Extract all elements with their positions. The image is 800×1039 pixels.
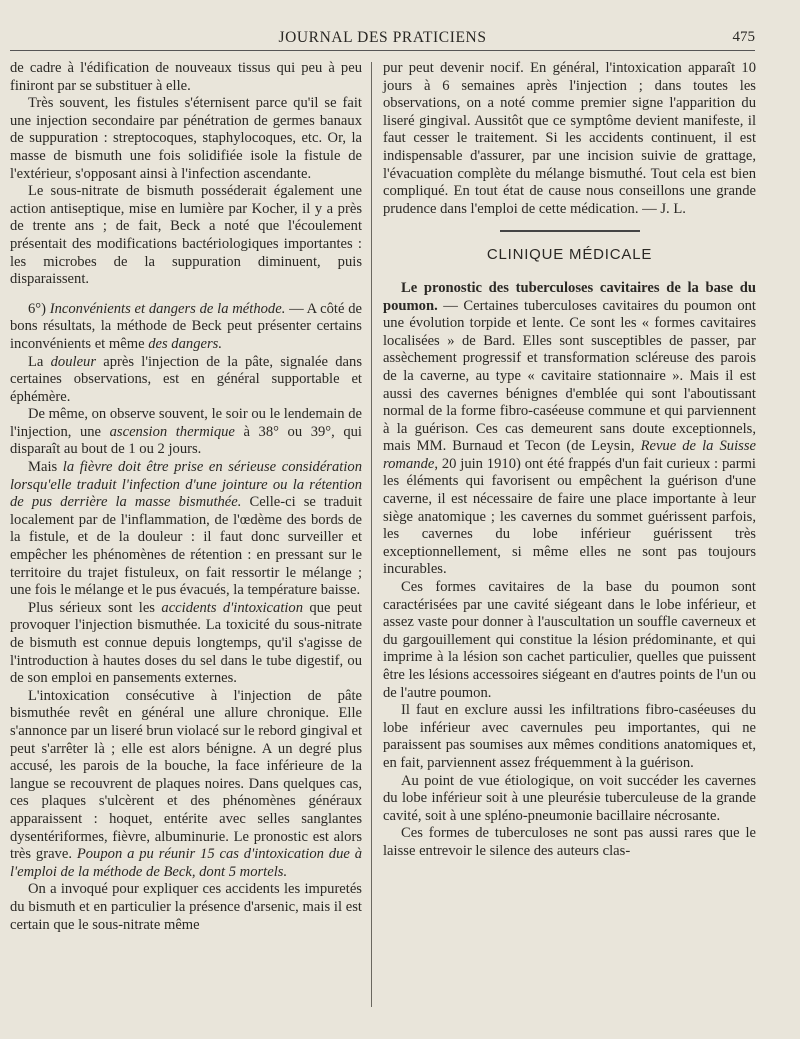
paragraph: pur peut devenir nocif. En général, l'intoxication apparaît 10 jours à 6 semaines après l'injection ; dans toutes les observations, on a noté comme premier signe l'apparition du liseré gingival. Aussitôt que ce symptôme devient manifeste, il faut cesser le traitement. Si les accidents continuent, il est indispensable d'assurer, par une incision suivie de grattage, l'évacuation complète du mélange bismuthé. Tout cela est bien compliqué. En tout état de cause nous conseillons une grande prudence dans l'emploi de cette médication. — J. L. xyxy=(383,60,756,217)
journal-title: JOURNAL DES PRATICIENS xyxy=(278,29,487,46)
column-divider xyxy=(371,62,372,1007)
left-column xyxy=(10,60,362,934)
paragraph: On a invoqué pour expliquer ces accidents les impuretés du bismuth et en particulier la présence d'arsenic, mais il est certain que le sous-nitrate même xyxy=(10,881,362,933)
article-lead: Le pronostic des tuberculoses cavitaires de la base du poumon. xyxy=(383,279,756,314)
text-run: après l'injection de la pâte, signalée dans certaines observations, est en général supportable et éphémère. xyxy=(10,353,362,405)
section-rule xyxy=(500,230,640,232)
text-run: De même, on observe souvent, le soir ou le lendemain de l'injection, une xyxy=(10,406,362,440)
paragraph: Ces formes cavitaires de la base du poumon sont caractérisées par une cavité siégeant dans le lobe inférieur, et assez vaste pour donner à l'auscultation un souffle caverneux et du gargouillement qui constitue la lésion prédominante, et qui imprime à la lésion son cachet particulier, quelles que puissent être les lésions accessoires siégeant en d'autres points de l'un ou de l'autre poumon. xyxy=(383,579,756,701)
text-run: que peut provoquer l'injection bismuthée. La toxicité du sous-nitrate de bismuth est connue depuis longtemps, qu'il s'agisse de l'introduction à hautes doses du sel dans le tube digestif, ou de son emploi en pansements externes. xyxy=(10,599,363,687)
text-run: Mais xyxy=(28,459,63,476)
text-run: à 38° ou 39°, qui disparaît au bout de 1 ou 2 jours. xyxy=(10,423,362,458)
italic-run: la fièvre doit être prise en sérieuse considération lorsqu'elle traduit l'infection d'une jointure ou la rétention de pus derrière la masse bismuthée. xyxy=(10,459,362,511)
right-column xyxy=(383,60,756,861)
subsection-heading: Inconvénients et dangers de la méthode. xyxy=(49,300,286,317)
paragraph: Au point de vue étiologique, on voit succéder les cavernes du lobe inférieur soit à une pleurésie tuberculeuse de la grande cavité, soit à une spléno-pneumonie bacillaire nécrosante. xyxy=(383,772,756,824)
text-run: Celle-ci se traduit localement par de l'inflammation, de l'œdème des bords de la fistule, et de la douleur : il faut donc surveiller et empêcher les phénomènes de rétention : en pressant sur le territoire du trajet fistuleux, on fait ressortir le mélange ; une fois le mélange et le pus évacués, la température baisse. xyxy=(10,494,363,599)
paragraph-thermique xyxy=(10,406,362,459)
paragraph-pronostic xyxy=(383,280,756,579)
paragraph: Très souvent, les fistules s'éternisent parce qu'il se fait une injection secondaire par pénétration de germes banaux de suppuration : streptocoques, staphylocoques, etc. Or, la masse de bismuth une fois solidifiée isole la fistule de l'extérieur, s'opposant ainsi à l'infection ascendante. xyxy=(10,95,362,182)
paragraph-chronique xyxy=(10,688,362,882)
italic-run: ascension thermique xyxy=(109,423,235,440)
section-number: 6°) xyxy=(28,300,50,317)
paragraph-fievre xyxy=(10,459,362,600)
paragraph: Ces formes de tuberculoses ne sont pas aussi rares que le laisse entrevoir le silence des auteurs clas- xyxy=(383,825,756,859)
text-run: — Certaines tuberculoses cavitaires du poumon ont une évolution torpide et lente. Ce sont les « formes cavitaires localisées » de Bard. Elles sont susceptibles de passer, par assèchement progressif et transformation scléreuse des parois de la caverne, au type « cavitaire stationnaire ». Mais il est aussi des cavernes bénignes d'emblée qui sont l'aboutissant normal de la forme fibro-caséeuse commune et qui parviennent à la guérison. Ces cas demeurent sans doute exceptionnels, mais MM. Burnaud et Tecon (de Leysin, xyxy=(383,297,756,455)
page-number: 475 xyxy=(732,29,755,45)
text-run: Plus sérieux sont les xyxy=(28,599,162,616)
paragraph: Le sous-nitrate de bismuth posséderait également une action antiseptique, mise en lumière par Kocher, il y a près de trente ans ; de fait, Beck a noté que l'écoulement présentait des modifications bactériologiques importantes : les microbes de la suppuration diminuent, puis disparaissent. xyxy=(10,183,362,288)
paragraph: Il faut en exclure aussi les infiltrations fibro-caséeuses du lobe inférieur avec cavernules peu importantes, qui ne paraissent pas soumises aux mêmes conditions anatomiques et, en fait, parviennent assez fréquemment à la guérison. xyxy=(383,702,756,771)
italic-run: accidents d'intoxication xyxy=(161,599,304,616)
header-rule xyxy=(10,50,755,51)
journal-citation: Revue de la Suisse romande xyxy=(383,438,756,472)
paragraph-intoxication xyxy=(10,600,362,688)
italic-run: des dangers. xyxy=(148,335,222,352)
page-header xyxy=(10,28,755,50)
text-run: — A côté de bons résultats, la méthode de Beck peut présenter certains inconvénients et même xyxy=(10,300,362,352)
section-title: CLINIQUE MÉDICALE xyxy=(486,246,653,264)
text-run: La xyxy=(28,353,51,370)
italic-run: Poupon a pu réunir 15 cas d'intoxication due à l'emploi de la méthode de Beck, dont 5 mortels. xyxy=(10,846,362,880)
paragraph-douleur xyxy=(10,354,362,407)
paragraph-inconvenients xyxy=(10,301,362,354)
paragraph: de cadre à l'édification de nouveaux tissus qui peu à peu finiront par se substituer à elle. xyxy=(10,60,362,94)
text-run: , 20 juin 1910) ont été frappés d'un fait curieux : parmi les éléments qui favorisent ou empêchent la guérison d'une caverne, il est nécessaire de faire une place importante à leur siège anatomique ; les cavernes du sommet guérissent parfois, les cavernes du lobe inférieur guérissent très exceptionnellement, si même elles ne sont pas toujours incurables. xyxy=(383,455,756,578)
text-run: L'intoxication consécutive à l'injection de pâte bismuthée revêt en général une allure chronique. Elle s'annonce par un liseré brun violacé sur le rebord gingival et peut s'arrêter là ; elle est alors bénigne. A un degré plus accusé, les parois de la bouche, la face inférieure de la langue se recouvrent de plaques noires. Dans quelques cas, ces plaques s'ulcèrent et des phénomènes généraux apparaissent : hoquet, entérite avec selles sanglantes dysentériformes, fièvre, albuminurie. Le pronostic est alors très grave. xyxy=(10,687,362,863)
italic-run: douleur xyxy=(50,353,97,370)
